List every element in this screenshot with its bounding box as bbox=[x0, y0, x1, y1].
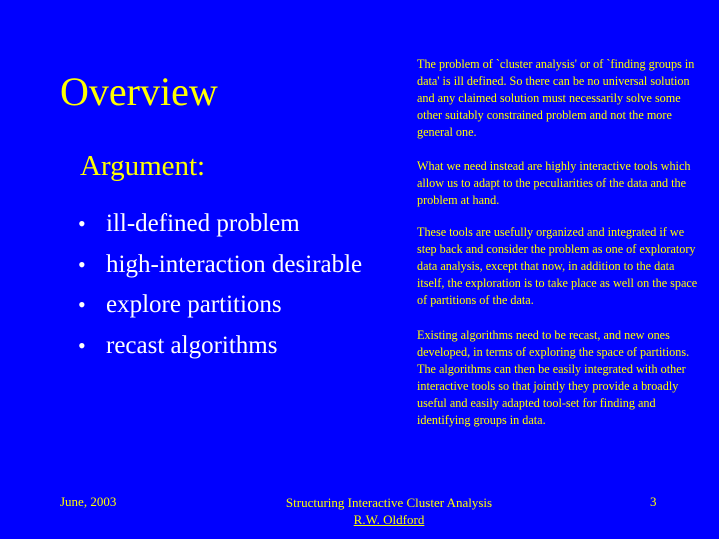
bullet-list bbox=[78, 204, 362, 366]
bullet-text: high-interaction desirable bbox=[106, 250, 363, 278]
bullet-item bbox=[78, 326, 362, 367]
bullet-icon: • bbox=[78, 292, 86, 317]
footer-date: June, 2003 bbox=[60, 494, 117, 509]
bullet-item bbox=[78, 285, 362, 326]
notes-paragraph: The problem of `cluster analysis' or of `finding groups in data' is ill defined. So there can be no universal solution and any claimed solution must necessarily solve some other suitably constrained problem and not the more general one. bbox=[417, 57, 695, 139]
footer-title: Structuring Interactive Cluster Analysis bbox=[285, 495, 493, 510]
bullet-text: ill-defined problem bbox=[106, 210, 300, 237]
notes-paragraph: These tools are usefully organized and integrated if we step back and consider the problem as one of exploratory data analysis, except that now, in addition to the data itself, the exploration is to take place as well on the space of partitions of the data. bbox=[417, 225, 698, 307]
bullet-item bbox=[78, 245, 362, 286]
notes-paragraph: Existing algorithms need to be recast, and new ones developed, in terms of exploring the space of partitions. The algorithms can then be easily integrated with other interactive tools so that jointly they provide a broadly useful and easily adapted tool-set for finding and identifying groups in data. bbox=[417, 328, 690, 427]
bullet-text: recast algorithms bbox=[106, 331, 278, 359]
slide-title: Overview bbox=[60, 69, 218, 114]
bullet-icon: • bbox=[78, 332, 86, 358]
speaker-notes bbox=[417, 56, 703, 446]
notes-paragraph: What we need instead are highly interactive tools which allow us to adapt to the peculiarities of the data and the problem at hand. bbox=[417, 159, 691, 207]
bullet-text: explore partitions bbox=[106, 291, 282, 318]
slide-subtitle: Argument: bbox=[80, 150, 206, 182]
bullet-icon: • bbox=[78, 211, 86, 236]
footer-center bbox=[239, 494, 539, 528]
page-number: 3 bbox=[650, 494, 657, 509]
bullet-icon: • bbox=[78, 251, 86, 277]
footer-author-link[interactable]: R.W. Oldford bbox=[353, 512, 425, 527]
bullet-item bbox=[78, 204, 362, 245]
